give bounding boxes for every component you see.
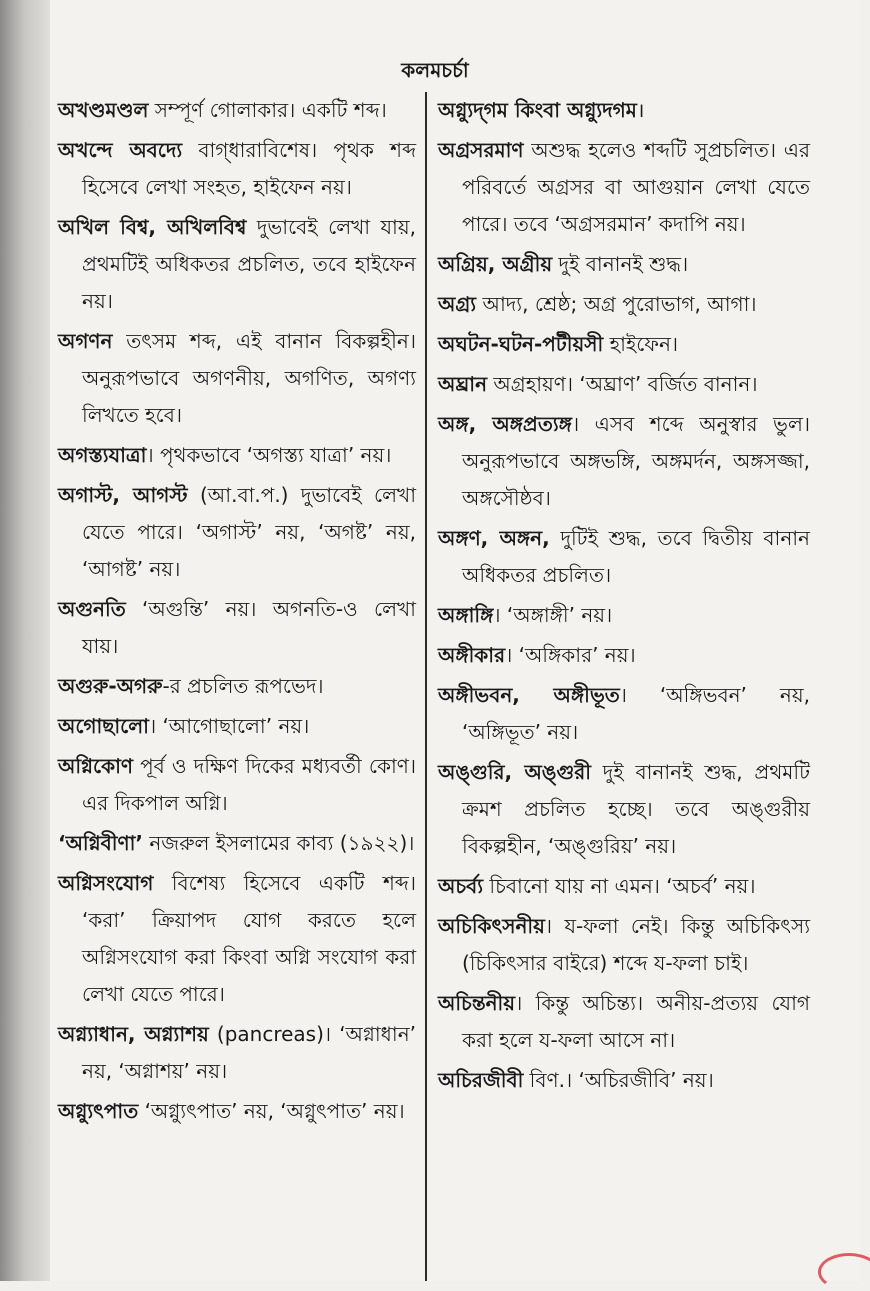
dictionary-entry xyxy=(58,132,416,206)
entry-headword: অঘটন-ঘটন-পটীয়সী xyxy=(438,332,604,356)
entry-definition: আদ্য, শ্রেষ্ঠ; অগ্র পুরোভাগ, আগা। xyxy=(476,292,757,316)
dictionary-entry xyxy=(58,591,416,665)
entry-headword: অঘ্রান xyxy=(438,372,488,396)
entry-definition: । ‘অঙ্গাঙ্গী’ নয়। xyxy=(493,603,613,627)
entry-headword: ‘অগ্নিবীণা’ xyxy=(58,831,144,855)
entry-definition: দুভাবেই লেখা যায়, প্রথমটিই অধিকতর প্রচলিত, তবে হাইফেন নয়। xyxy=(82,215,417,313)
entry-definition: -র প্রচলিত রূপভেদ। xyxy=(162,674,324,698)
entry-headword: অচর্ব্য xyxy=(438,874,484,898)
entry-headword: অচিন্তনীয় xyxy=(438,991,516,1015)
dictionary-entry xyxy=(438,520,810,594)
entry-definition: চিবানো যায় না এমন। ‘অচর্ব’ নয়। xyxy=(483,874,756,898)
entry-headword: অগ্র্য xyxy=(438,292,477,316)
entry-headword: অঙ্গাঙ্গি xyxy=(438,603,494,627)
entry-definition: তৎসম শব্দ, এই বানান বিকল্পহীন। অনুরূপভাবে অগণনীয়, অগণিত, অগণ্য লিখতে হবে। xyxy=(82,329,416,427)
red-edge-mark xyxy=(818,1253,870,1291)
entry-headword: অখন্দে অবদ্যে xyxy=(58,138,183,162)
entry-headword: অগ্ন্যুদ্‌গম কিংবা অগ্ন্যুদগম xyxy=(438,98,637,122)
entry-definition: সম্পূর্ণ গোলাকার। একটি শব্দ। xyxy=(148,98,387,122)
dictionary-entry xyxy=(438,637,810,674)
entry-headword: অগোছালো xyxy=(58,714,149,738)
dictionary-entry xyxy=(58,865,416,1013)
dictionary-entry xyxy=(438,132,810,243)
dictionary-entry xyxy=(58,477,416,588)
dictionary-entry xyxy=(58,668,416,705)
entry-definition: দুই বানানই শুদ্ধ। xyxy=(552,252,689,276)
entry-definition: বিণ.। ‘অচিরজীবি’ নয়। xyxy=(523,1068,714,1092)
entry-headword: অগ্ন্যুৎপাত xyxy=(58,1099,139,1123)
entry-definition: নজরুল ইসলামের কাব্য (১৯২২)। xyxy=(143,831,415,855)
entry-definition: । কিন্তু অচিন্ত্য। অনীয়-প্রত্যয় যোগ করা হলে য-ফলা আসে না। xyxy=(462,991,810,1052)
entry-definition: । ‘আগোছালো’ নয়। xyxy=(148,714,310,738)
entry-headword: অগাস্ট, আগস্ট xyxy=(58,483,188,507)
dictionary-entry xyxy=(58,748,416,822)
dictionary-entry xyxy=(438,326,810,363)
entry-headword: অগুনতি xyxy=(58,597,126,621)
dictionary-entry xyxy=(438,246,810,283)
entry-definition: । পৃথকভাবে ‘অগস্ত্য যাত্রা’ নয়। xyxy=(146,443,392,467)
dictionary-entry xyxy=(438,366,810,403)
entry-definition: । য-ফলা নেই। কিন্তু অচিকিৎস্য (চিকিৎসার বাইরে) শব্দে য-ফলা চাই। xyxy=(462,914,810,975)
dictionary-entry xyxy=(58,708,416,745)
dictionary-entry xyxy=(438,1062,810,1099)
entry-headword: অখণ্ডমণ্ডল xyxy=(58,98,149,122)
entry-headword: অগস্ত্যযাত্রা xyxy=(58,443,147,467)
dictionary-entry xyxy=(58,825,416,862)
entry-headword: অঙ্গুরি, অঙ্গুরী xyxy=(438,760,591,784)
entry-headword: অগণন xyxy=(58,329,113,353)
entry-definition: (pancreas)। ‘অগ্নাধান’ নয়, ‘অগ্নাশয়’ নয়। xyxy=(82,1022,416,1083)
entry-headword: অগ্নিসংযোগ xyxy=(58,871,154,895)
dictionary-entry xyxy=(58,1016,416,1090)
left-column xyxy=(58,92,416,1133)
entry-definition: বিশেষ্য হিসেবে একটি শব্দ। ‘করা’ ক্রিয়াপদ যোগ করতে হলে অগ্নিসংযোগ করা কিংবা অগ্নি সংযোগ করা লেখা যেতে পারে। xyxy=(82,871,416,1006)
dictionary-entry xyxy=(438,868,810,905)
running-head: কলমচর্চা xyxy=(401,58,469,82)
dictionary-entry xyxy=(438,985,810,1059)
entry-headword: অগ্নিকোণ xyxy=(58,754,133,778)
entry-definition: । xyxy=(636,98,645,122)
dictionary-entry xyxy=(58,209,416,320)
dictionary-entry xyxy=(438,597,810,634)
entry-headword: অচিকিৎসনীয় xyxy=(438,914,545,938)
entry-headword: অগ্রিয়, অগ্রীয় xyxy=(438,252,553,276)
entry-headword: অচিরজীবী xyxy=(438,1068,524,1092)
right-column xyxy=(438,92,810,1102)
dictionary-entry xyxy=(58,92,416,129)
dictionary-entry xyxy=(438,677,810,751)
entry-definition: দুই বানানই শুদ্ধ, প্রথমটি ক্রমশ প্রচলিত হচ্ছে। তবে অঙ্গুরীয় বিকল্পহীন, ‘অঙ্গুরিয়’ নয়। xyxy=(462,760,810,858)
entry-definition: পূর্ব ও দক্ষিণ দিকের মধ্যবর্তী কোণ। এর দিকপাল অগ্নি। xyxy=(82,754,416,815)
dictionary-entry xyxy=(438,286,810,323)
entry-definition: ‘অগুন্তি’ নয়। অগনতি-ও লেখা যায়। xyxy=(82,597,416,658)
entry-definition: ‘অগ্ন্যুৎপাত’ নয়, ‘অগ্নুৎপাত’ নয়। xyxy=(138,1099,405,1123)
dictionary-entry xyxy=(438,754,810,865)
entry-definition: দুটিই শুদ্ধ, তবে দ্বিতীয় বানান অধিকতর প্রচলিত। xyxy=(462,526,810,587)
entry-definition: অগ্রহায়ণ। ‘অঘ্রাণ’ বর্জিত বানান। xyxy=(487,372,758,396)
column-divider xyxy=(425,92,427,1281)
entry-headword: অগুরু-অগরু xyxy=(58,674,163,698)
entry-headword: অঙ্গণ, অঙ্গন, xyxy=(438,526,550,550)
dictionary-entry xyxy=(58,1093,416,1130)
entry-definition: (আ.বা.প.) দুভাবেই লেখা যেতে পারে। ‘অগাস্ট’ নয়, ‘অগষ্ট’ নয়, ‘আগষ্ট’ নয়। xyxy=(82,483,416,581)
entry-headword: অগ্রসরমাণ xyxy=(438,138,524,162)
entry-definition: বাগ্‌ধারাবিশেষ। পৃথক শব্দ হিসেবে লেখা সংহত, হাইফেন নয়। xyxy=(82,138,416,199)
entry-definition: । ‘অঙ্গিকার’ নয়। xyxy=(505,643,636,667)
entry-headword: অঙ্গীকার xyxy=(438,643,506,667)
entry-definition: অশুদ্ধ হলেও শব্দটি সুপ্রচলিত। এর পরিবর্তে অগ্রসর বা আগুয়ান লেখা যেতে পারে। তবে ‘অগ্রসরমান’ কদাপি নয়। xyxy=(462,138,810,236)
entry-definition: হাইফেন। xyxy=(603,332,679,356)
entry-definition: । এসব শব্দে অনুস্বার ভুল। অনুরূপভাবে অঙ্গভঙ্গি, অঙ্গমর্দন, অঙ্গসজ্জা, অঙ্গসৌষ্ঠব। xyxy=(462,412,810,510)
dictionary-entry xyxy=(58,323,416,434)
dictionary-entry xyxy=(438,908,810,982)
entry-headword: অখিল বিশ্ব, অখিলবিশ্ব xyxy=(58,215,247,239)
entry-headword: অঙ্গীভবন, অঙ্গীভূত xyxy=(438,683,620,707)
dictionary-entry xyxy=(58,437,416,474)
entry-headword: অগ্ন্যাধান, অগ্ন্যাশয় xyxy=(58,1022,209,1046)
dictionary-entry xyxy=(438,406,810,517)
entry-definition: । ‘অঙ্গিভবন’ নয়, ‘অঙ্গিভূত’ নয়। xyxy=(462,683,811,744)
entry-headword: অঙ্গ, অঙ্গপ্রত্যঙ্গ xyxy=(438,412,572,436)
dictionary-entry xyxy=(438,92,810,129)
